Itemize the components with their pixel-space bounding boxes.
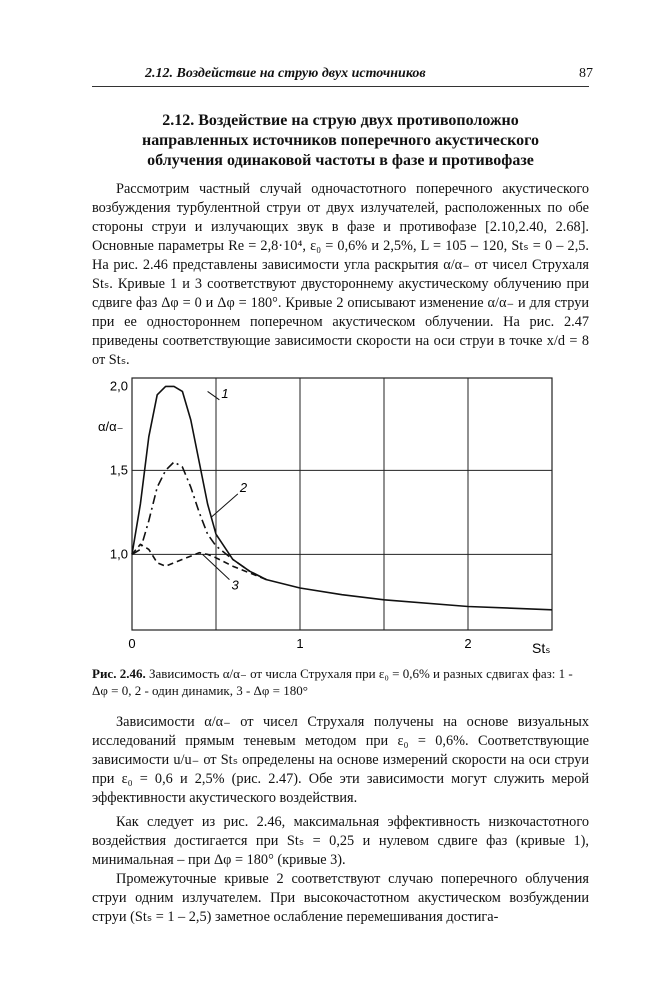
- y-tick-label: 1,5: [109, 462, 128, 478]
- x-axis-label: Stₛ: [532, 640, 551, 656]
- paragraph-3: Как следует из рис. 2.46, максимальная эффективность низкочастотного воздействия достигается при Stₛ = 0,25 и нулевом сдвиге фаз (кривые 1), минимальная – при Δφ = 180° (кривые 3).: [92, 814, 589, 868]
- section-title: [92, 111, 589, 171]
- paragraph-4: Промежуточные кривые 2 соответствуют случаю поперечного облучения струи одним излучателем. При высокочастотном акустическом возбуждении струи (Stₛ = 1 – 2,5) заметное ослабление перемешивания достига-: [92, 871, 589, 925]
- curve-label: 3: [231, 577, 239, 593]
- figure-2-46: [92, 370, 572, 665]
- curve-label: 1: [221, 385, 229, 401]
- page-number: 87: [579, 66, 593, 81]
- section-title-line: 2.12. Воздействие на струю двух противоположно: [162, 112, 519, 129]
- chart-series: [132, 386, 552, 609]
- chart-grid: [132, 378, 552, 630]
- curve-leader-line: [211, 494, 238, 518]
- chart-svg: [92, 370, 572, 660]
- curve-label: 2: [239, 479, 248, 495]
- series-line-1: [132, 386, 552, 609]
- figure-caption: [92, 665, 589, 699]
- y-tick-label: 2,0: [109, 378, 128, 394]
- curve-leader-line: [208, 391, 220, 399]
- y-axis-label: α/α₋: [98, 419, 124, 434]
- caption-text: Зависимость α/α₋ от числа Струхаля при ε₀ = 0,6% и разных сдвигах фаз: 1 - Δφ = 0, 2 - один динамик, 3 - Δφ = 180°: [92, 666, 573, 698]
- y-tick-label: 1,0: [109, 546, 128, 562]
- paragraph-1: Рассмотрим частный случай одночастотного поперечного акустического возбуждения турбулентной струи от двух излучателей, расположенных по обе стороны струи и излучающих звук в фазе и противофазе [2.10,2.40, 2.68]. Основные параметры Re = 2,8·10⁴, ε₀ = 0,6% и 2,5%, L = 105 – 120, Stₛ = 0 – 2,5. На рис. 2.46 представлены зависимости угла раскрытия α/α₋ от чисел Струхаля Stₛ. Кривые 1 и 3 соответствуют двустороннему акустическому облучению при сдвиге фаз Δφ = 0 и Δφ = 180°. Кривые 2 описывают изменение α/α₋ и для струи при ее одностороннем поперечном акустическом облучении. На рис. 2.47 приведены соответствующие зависимости скорости на оси струи в точке x/d = 8 от Stₛ.: [92, 181, 589, 368]
- plot-frame: [132, 378, 552, 630]
- caption-label: Рис. 2.46.: [92, 666, 146, 681]
- chart-tick-labels: [110, 378, 472, 651]
- x-tick-label: 2: [464, 636, 472, 651]
- section-title-line: облучения одинаковой частоты в фазе и противофазе: [147, 152, 534, 169]
- running-head: 2.12. Воздействие на струю двух источников: [145, 66, 426, 81]
- section-title-line: направленных источников поперечного акустического: [141, 132, 540, 149]
- series-line-3: [132, 544, 266, 579]
- x-tick-label: 0: [128, 636, 136, 651]
- paragraph-2: Зависимости α/α₋ от чисел Струхаля получены на основе визуальных исследований прямым теневым методом при ε₀ = 0,6%. Соответствующие зависимости u/u₋ от Stₛ определены на основе измерений скорости на оси струи при ε₀ = 0,6 и 2,5% (рис. 2.47). Обе эти зависимости могут служить мерой эффективности акустического воздействия.: [92, 714, 589, 806]
- x-tick-label: 1: [296, 636, 304, 651]
- header-rule: [92, 86, 589, 87]
